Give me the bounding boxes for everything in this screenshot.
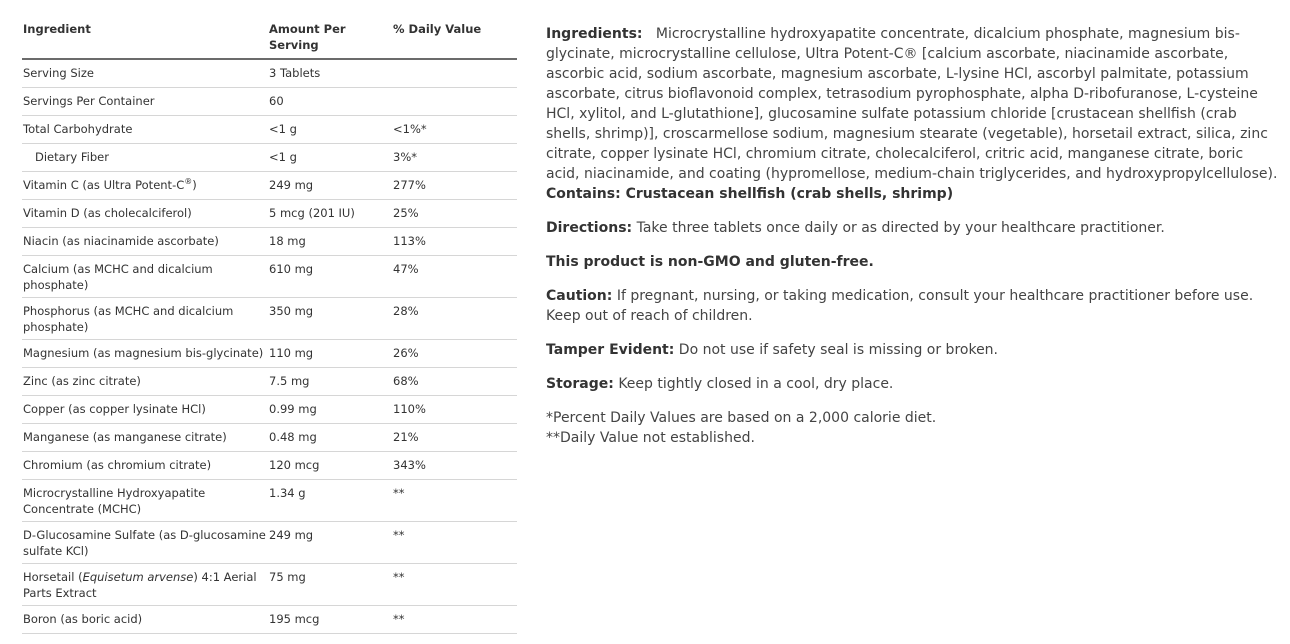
table-row <box>22 424 517 452</box>
table-row <box>22 298 517 340</box>
tamper-label: Tamper Evident: <box>546 342 675 358</box>
registered-mark: ® <box>184 177 193 187</box>
directions-label: Directions: <box>546 220 633 236</box>
ingredient-text-suffix: ) <box>192 178 197 192</box>
table-row <box>22 396 517 424</box>
ingredient-cell: Microcrystalline Hydroxyapatite Concentrate (MCHC) <box>22 480 268 522</box>
header-ingredient: Ingredient <box>22 18 268 59</box>
ingredient-cell: Magnesium (as magnesium bis-glycinate) <box>22 340 268 368</box>
amount-cell: 195 mcg <box>268 606 392 634</box>
table-row <box>22 59 517 88</box>
ingredient-cell: Boron (as boric acid) <box>22 606 268 634</box>
table-row <box>22 116 517 144</box>
ingredient-cell: Serving Size <box>22 59 268 88</box>
ingredient-cell: Phosphorus (as MCHC and dicalcium phosphate) <box>22 298 268 340</box>
table-row <box>22 200 517 228</box>
tamper-text: Do not use if safety seal is missing or broken. <box>678 342 999 358</box>
table-row <box>22 340 517 368</box>
daily-value-cell: 26% <box>392 340 517 368</box>
amount-cell: 110 mg <box>268 340 392 368</box>
ingredient-cell: Calcium (as MCHC and dicalcium phosphate) <box>22 256 268 298</box>
table-row <box>22 228 517 256</box>
ingredient-cell: Vitamin D (as cholecalciferol) <box>22 200 268 228</box>
amount-cell: 75 mg <box>268 564 392 606</box>
daily-value-cell: 21% <box>392 424 517 452</box>
table-row <box>22 88 517 116</box>
footnote-daily-values: *Percent Daily Values are based on a 2,000 calorie diet. <box>546 410 937 426</box>
tamper-paragraph <box>546 340 1281 360</box>
ingredient-cell: Chromium (as chromium citrate) <box>22 452 268 480</box>
storage-paragraph <box>546 374 1281 394</box>
table-row <box>22 522 517 564</box>
table-header-row <box>22 18 517 59</box>
ingredient-cell: D-Glucosamine Sulfate (as D-glucosamine sulfate KCl) <box>22 522 268 564</box>
daily-value-cell: 68% <box>392 368 517 396</box>
table-row <box>22 256 517 298</box>
ingredient-cell: Zinc (as zinc citrate) <box>22 368 268 396</box>
daily-value-cell: ** <box>392 564 517 606</box>
directions-paragraph <box>546 218 1281 238</box>
daily-value-cell: ** <box>392 522 517 564</box>
daily-value-cell: 343% <box>392 452 517 480</box>
amount-cell: <1 g <box>268 116 392 144</box>
amount-cell: 60 <box>268 88 392 116</box>
daily-value-cell: <1%* <box>392 116 517 144</box>
caution-label: Caution: <box>546 288 613 304</box>
amount-cell: 350 mg <box>268 298 392 340</box>
ingredient-cell: Manganese (as manganese citrate) <box>22 424 268 452</box>
ingredient-cell: Copper (as copper lysinate HCl) <box>22 396 268 424</box>
amount-cell: 5 mcg (201 IU) <box>268 200 392 228</box>
daily-value-cell: 110% <box>392 396 517 424</box>
amount-cell: 1.34 g <box>268 480 392 522</box>
product-info <box>546 24 1281 462</box>
daily-value-cell <box>392 88 517 116</box>
amount-cell: 610 mg <box>268 256 392 298</box>
table-row <box>22 564 517 606</box>
ingredients-text: Microcrystalline hydroxyapatite concentrate, dicalcium phosphate, magnesium bis-glycinate, microcrystalline cellulose, Ultra Potent-C® [calcium ascorbate, niacinamide ascorbate, ascorbic acid, sodium ascorbate, magnesium ascorbate, L-lysine HCl, ascorbyl palmitate, potassium ascorbate, citrus bioflavonoid complex, tetrasodium pyrophosphate, alpha D-ribofuranose, L-cysteine HCl, xylitol, and L-glutathione], glucosamine sulfate potassium chloride [crustacean shellfish (crab shells, shrimp)], croscarmellose sodium, magnesium stearate (vegetable), horsetail extract, silica, zinc citrate, copper lysinate HCl, chromium citrate, cholecalciferol, critric acid, manganese citrate, boric acid, niacinamide, and coating (hypromellose, medium-chain triglycerides, and hydroxypropylcellulose). <box>546 26 1278 182</box>
supplement-facts-table <box>22 18 517 634</box>
facts-table <box>22 18 517 634</box>
latin-name: Equisetum arvense <box>82 570 194 584</box>
daily-value-cell: 3%* <box>392 144 517 172</box>
ingredients-label: Ingredients: <box>546 26 643 42</box>
table-row <box>22 144 517 172</box>
directions-text: Take three tablets once daily or as directed by your healthcare practitioner. <box>636 220 1165 236</box>
ingredient-text: Vitamin C (as Ultra Potent-C <box>23 178 185 192</box>
ingredient-cell <box>22 172 268 200</box>
table-row <box>22 606 517 634</box>
caution-paragraph <box>546 286 1281 326</box>
daily-value-cell: 28% <box>392 298 517 340</box>
daily-value-cell: 113% <box>392 228 517 256</box>
ingredient-cell: Servings Per Container <box>22 88 268 116</box>
footnotes <box>546 408 1281 448</box>
amount-cell: 0.99 mg <box>268 396 392 424</box>
footnote-not-established: **Daily Value not established. <box>546 430 755 446</box>
amount-cell: 249 mg <box>268 522 392 564</box>
daily-value-cell: 47% <box>392 256 517 298</box>
non-gmo-paragraph <box>546 252 1281 272</box>
header-daily-value: % Daily Value <box>392 18 517 59</box>
table-row <box>22 172 517 200</box>
amount-cell: 0.48 mg <box>268 424 392 452</box>
amount-cell: 249 mg <box>268 172 392 200</box>
ingredient-text-prefix: Horsetail ( <box>23 570 83 584</box>
ingredient-text-rest: ) 4:1 Aerial Parts Extract <box>23 570 257 600</box>
daily-value-cell: 277% <box>392 172 517 200</box>
amount-cell: 18 mg <box>268 228 392 256</box>
non-gmo-text: This product is non-GMO and gluten-free. <box>546 254 874 270</box>
table-row <box>22 480 517 522</box>
daily-value-cell: 25% <box>392 200 517 228</box>
amount-cell: 120 mcg <box>268 452 392 480</box>
contains-allergen-text: Contains: Crustacean shellfish (crab shells, shrimp) <box>546 186 954 202</box>
daily-value-cell <box>392 59 517 88</box>
ingredient-cell: Niacin (as niacinamide ascorbate) <box>22 228 268 256</box>
table-row <box>22 452 517 480</box>
header-amount: Amount Per Serving <box>268 18 392 59</box>
amount-cell: 7.5 mg <box>268 368 392 396</box>
storage-label: Storage: <box>546 376 614 392</box>
ingredient-cell <box>22 564 268 606</box>
daily-value-cell: ** <box>392 606 517 634</box>
amount-cell: <1 g <box>268 144 392 172</box>
ingredient-cell: Dietary Fiber <box>22 144 268 172</box>
table-row <box>22 368 517 396</box>
caution-text: If pregnant, nursing, or taking medication, consult your healthcare practitioner before use. Keep out of reach of children. <box>546 288 1254 324</box>
daily-value-cell: ** <box>392 480 517 522</box>
storage-text: Keep tightly closed in a cool, dry place. <box>618 376 894 392</box>
ingredient-cell: Total Carbohydrate <box>22 116 268 144</box>
ingredients-paragraph <box>546 24 1281 204</box>
amount-cell: 3 Tablets <box>268 59 392 88</box>
